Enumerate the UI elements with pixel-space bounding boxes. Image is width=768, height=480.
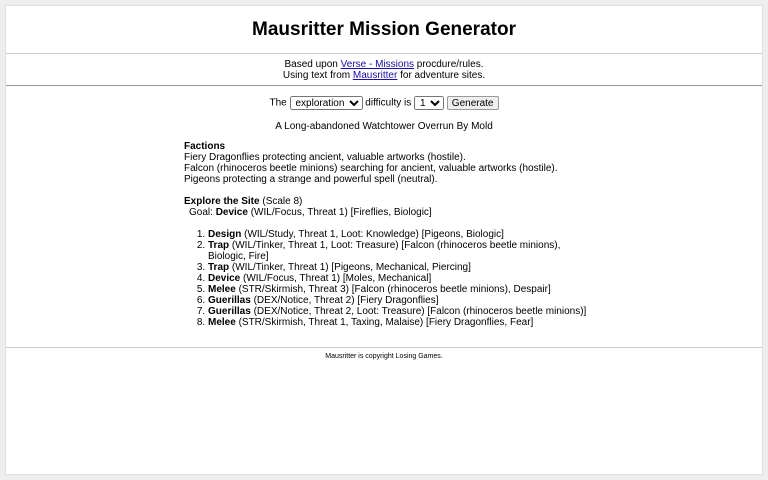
mission-content bbox=[184, 141, 594, 328]
divider bbox=[6, 347, 762, 348]
site-goal bbox=[184, 207, 594, 218]
page-title: Mausritter Mission Generator bbox=[252, 19, 516, 40]
label-the: The bbox=[269, 97, 287, 109]
step-detail: (WIL/Study, Threat 1, Loot: Knowledge) [Pigeons, Biologic] bbox=[244, 229, 504, 240]
footer: Mausritter is copyright Losing Games. bbox=[325, 353, 443, 360]
credits-text: for adventure sites. bbox=[397, 70, 486, 81]
step-name: Melee bbox=[208, 317, 236, 328]
goal-name: Device bbox=[215, 207, 248, 218]
page bbox=[5, 5, 763, 475]
site-step bbox=[208, 317, 594, 328]
credits-text: procdure/rules. bbox=[414, 59, 484, 70]
difficulty-label: difficulty is bbox=[365, 97, 412, 109]
step-name: Guerillas bbox=[208, 306, 251, 317]
step-detail: (WIL/Tinker, Threat 1) [Pigeons, Mechanical, Piercing] bbox=[231, 262, 471, 273]
site-step bbox=[208, 295, 594, 306]
generate-button[interactable]: Generate bbox=[447, 96, 499, 110]
step-name: Melee bbox=[208, 284, 236, 295]
mission-type-select[interactable] bbox=[290, 96, 363, 110]
step-name: Guerillas bbox=[208, 295, 251, 306]
site-step bbox=[208, 284, 594, 295]
mausritter-link[interactable]: Mausritter bbox=[352, 70, 398, 81]
step-detail: (DEX/Notice, Threat 2) [Fiery Dragonflies] bbox=[253, 295, 439, 306]
step-detail: (WIL/Focus, Threat 1) [Moles, Mechanical] bbox=[243, 273, 432, 284]
site-heading: Explore the Site bbox=[184, 196, 260, 207]
step-name: Design bbox=[208, 229, 242, 240]
site-step bbox=[208, 273, 594, 284]
faction-item: Falcon (rhinoceros beetle minions) searching for ancient, valuable artworks (hostile). bbox=[184, 163, 558, 174]
site-step bbox=[208, 240, 594, 262]
site-step bbox=[208, 229, 594, 240]
step-detail: (STR/Skirmish, Threat 1, Taxing, Malaise) [Fiery Dragonflies, Fear] bbox=[238, 317, 534, 328]
site-scale: (Scale 8) bbox=[262, 196, 303, 207]
divider bbox=[6, 85, 762, 86]
site-steps bbox=[184, 229, 594, 328]
step-detail: (WIL/Tinker, Threat 1, Loot: Treasure) [Falcon (rhinoceros beetle minions), Biologic, Fire] bbox=[208, 240, 561, 262]
verse-missions-link[interactable]: Verse - Missions bbox=[340, 59, 415, 70]
goal-detail: (WIL/Focus, Threat 1) [Fireflies, Biologic] bbox=[250, 207, 432, 218]
credits bbox=[6, 59, 762, 81]
credits-text: Based upon bbox=[284, 59, 341, 70]
generator-controls bbox=[6, 96, 762, 110]
step-name: Device bbox=[208, 273, 241, 284]
site-step bbox=[208, 306, 594, 317]
faction-item: Pigeons protecting a strange and powerful spell (neutral). bbox=[184, 174, 438, 185]
factions-heading: Factions bbox=[184, 141, 226, 152]
step-detail: (STR/Skirmish, Threat 3) [Falcon (rhinoceros beetle minions), Despair] bbox=[238, 284, 551, 295]
credits-text: Using text from bbox=[282, 70, 353, 81]
step-detail: (DEX/Notice, Threat 2, Loot: Treasure) [Falcon (rhinoceros beetle minions)] bbox=[253, 306, 587, 317]
site-step bbox=[208, 262, 594, 273]
goal-label: Goal: bbox=[189, 207, 213, 218]
divider bbox=[6, 53, 762, 54]
difficulty-select[interactable] bbox=[414, 96, 444, 110]
step-name: Trap bbox=[208, 262, 230, 273]
step-name: Trap bbox=[208, 240, 230, 251]
faction-item: Fiery Dragonflies protecting ancient, valuable artworks (hostile). bbox=[184, 152, 466, 163]
mission-title: A Long-abandoned Watchtower Overrun By Mold bbox=[275, 121, 493, 132]
